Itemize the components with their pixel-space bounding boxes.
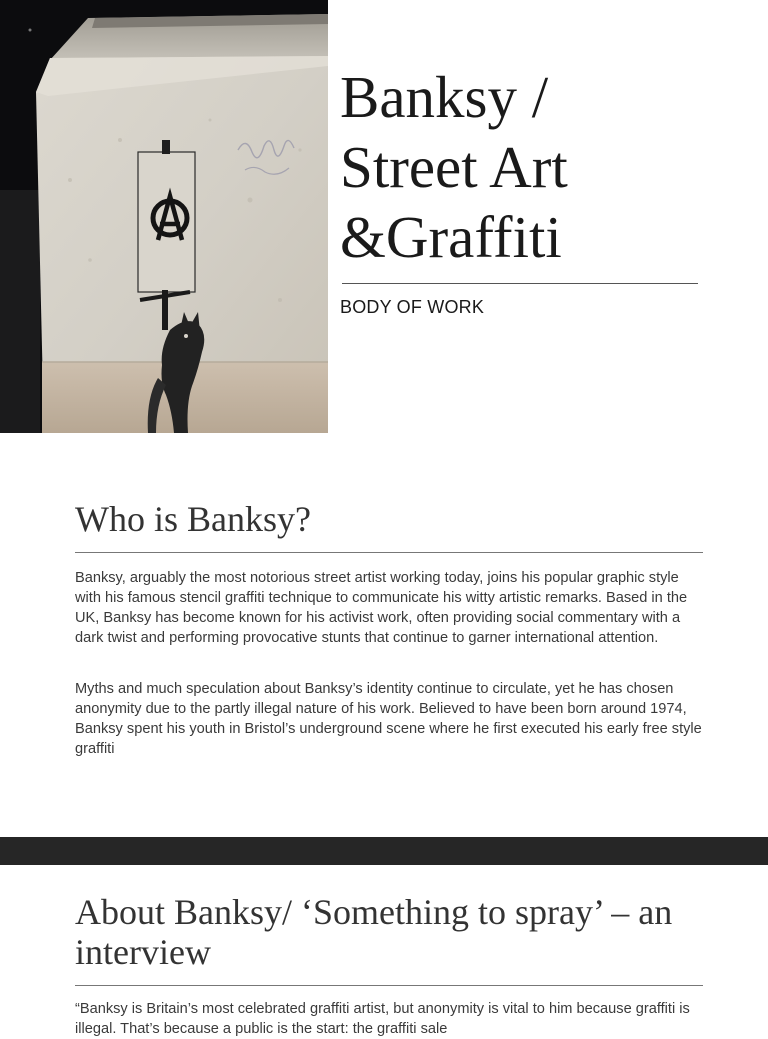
stencil-wall-image [0, 0, 328, 433]
cover-photo [0, 0, 328, 433]
document-subtitle: BODY OF WORK [340, 297, 485, 317]
document-title [340, 62, 700, 272]
interview-quote: “Banksy is Britain’s most celebrated graffiti artist, but anonymity is vital to him because graffiti is illegal. That’s because a public is the start: the graffiti sale [75, 1001, 690, 1037]
who-paragraph-2: Myths and much speculation about Banksy’s identity continue to circulate, yet he has chosen anonymity due to the partly illegal nature of his work. Believed to have been born around 1974, Banksy spent his youth in Bristol’s underground scene where he first executed his early free style graffiti [75, 681, 702, 757]
about-section-heading: About Banksy/ ‘Something to spray’ – an interview [75, 892, 673, 972]
title-line-2: Street Art [340, 134, 568, 200]
title-line-1: Banksy / [340, 64, 549, 130]
section-separator-band [0, 837, 768, 865]
title-line-3: &Graffiti [340, 204, 562, 270]
about-section-divider [75, 985, 703, 986]
title-divider [342, 283, 698, 284]
who-section-heading: Who is Banksy? [75, 499, 311, 539]
who-paragraph-1: Banksy, arguably the most notorious street artist working today, joins his popular graphic style with his famous stencil graffiti technique to communicate his witty artistic remarks. Based in the UK, Banksy has become known for his activist work, often providing social commentary with a dark twist and performing provocative stunts that continue to garner international attention. [75, 570, 688, 646]
who-section-divider [75, 552, 703, 553]
title-block [340, 62, 700, 272]
